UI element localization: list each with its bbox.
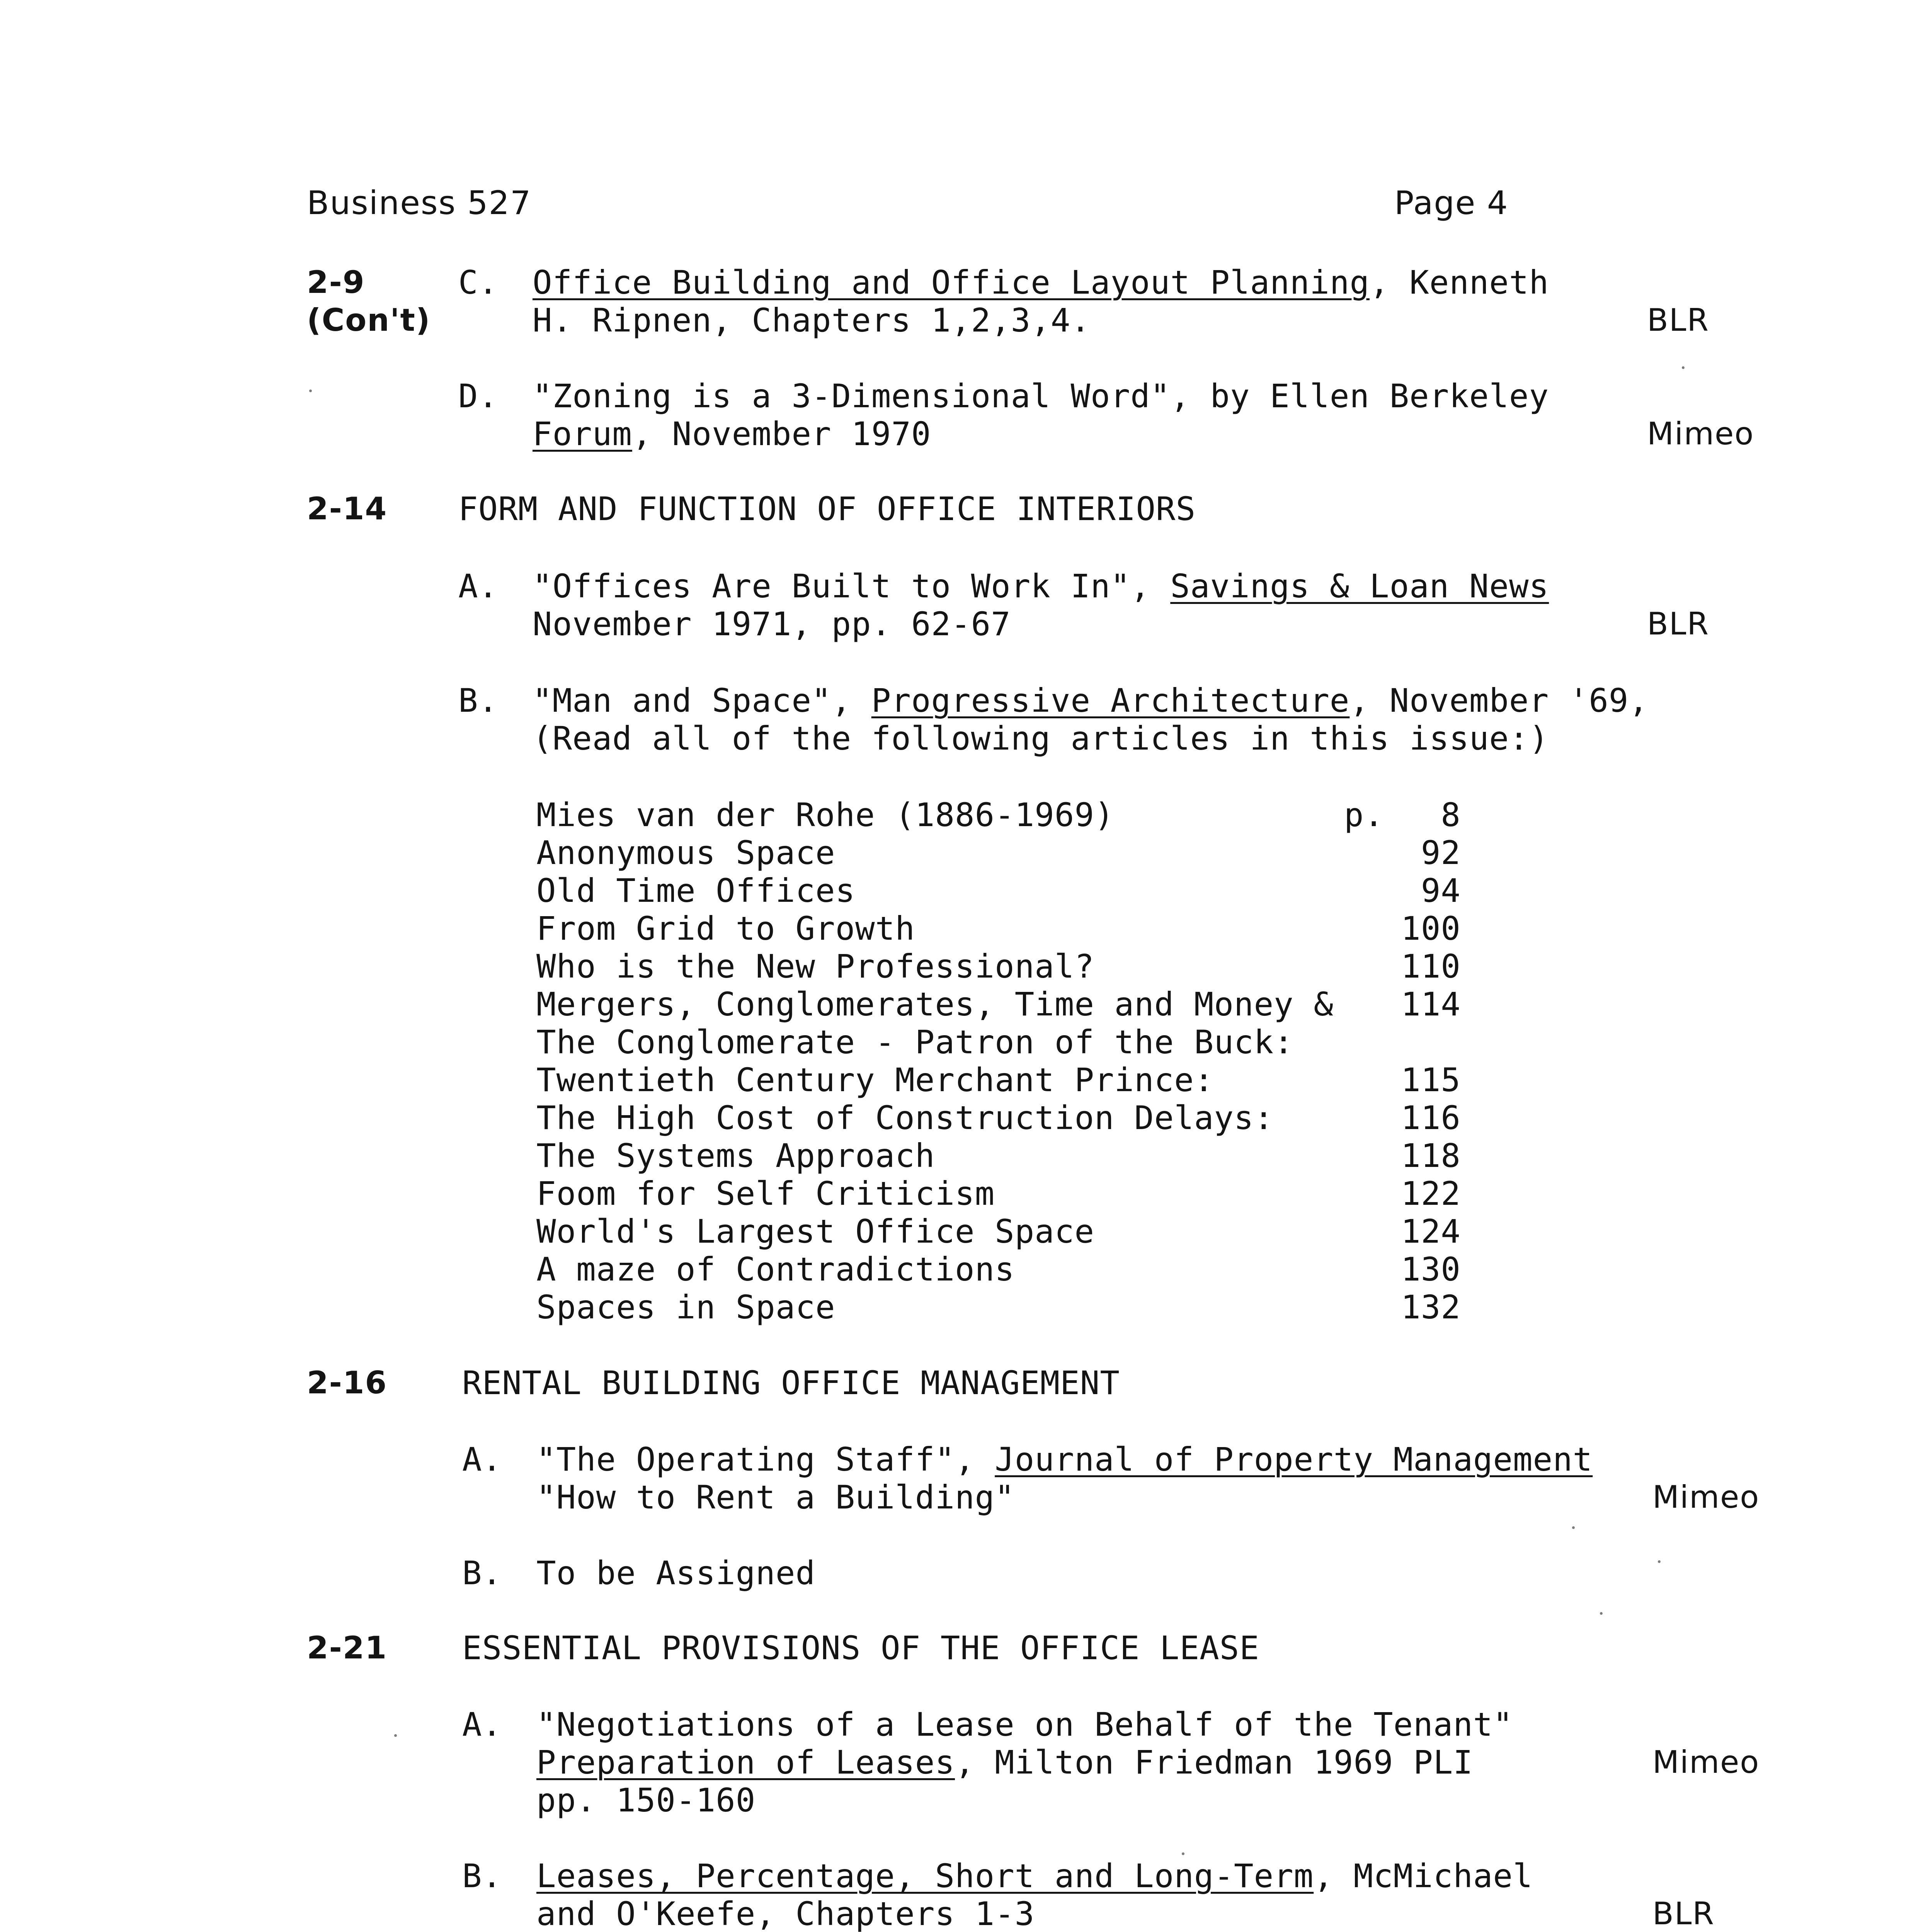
reading-entry: "Negotiations of a Lease on Behalf of the Tenant" [536,1706,1513,1743]
article-page: 115 [1401,1061,1461,1099]
reading-entry-line: Preparation of Leases, Milton Friedman 1969 PLI [536,1743,1473,1781]
session-date: 2-16 [307,1365,388,1401]
scan-speck [1182,1852,1184,1855]
scan-speck [1572,1526,1575,1529]
article-page: 114 [1401,985,1461,1023]
page-number: Page 4 [1394,184,1509,222]
source-label: Mimeo [1652,1479,1760,1515]
scan-speck [394,1734,397,1737]
source-label: BLR [1647,302,1710,338]
article-title: Spaces in Space [536,1288,835,1326]
reading-title: Forum [533,415,632,453]
article-title: The Systems Approach [536,1137,935,1175]
session-heading: RENTAL BUILDING OFFICE MANAGEMENT [462,1364,1120,1402]
article-title: Anonymous Space [536,834,835,872]
article-page: 116 [1401,1099,1461,1137]
article-title: Old Time Offices [536,872,856,910]
article-title: From Grid to Growth [536,910,915,947]
item-letter: A. [462,1706,502,1743]
scan-speck [1658,1560,1661,1563]
scan-speck [1682,366,1685,369]
article-page: 100 [1401,910,1461,947]
reading-entry-line: (Read all of the following articles in this issue:) [533,719,1549,757]
session-heading: ESSENTIAL PROVISIONS OF THE OFFICE LEASE [462,1629,1259,1667]
scan-speck [1600,1612,1603,1615]
source-label: Mimeo [1652,1744,1760,1780]
article-page: 8 [1441,796,1461,834]
item-letter: A. [462,1440,502,1478]
reading-entry: Office Building and Office Layout Planning, Kenneth [533,264,1549,301]
article-page: 118 [1401,1137,1461,1175]
article-page: 132 [1401,1288,1461,1326]
article-page: 122 [1401,1175,1461,1213]
item-letter: D. [458,377,499,415]
reading-entry: "Man and Space", Progressive Architecture, November '69, [533,682,1649,719]
reading-title: Preparation of Leases [536,1743,955,1781]
article-title: Mies van der Rohe (1886-1969) [536,796,1115,834]
reading-entry: "Offices Are Built to Work In", Savings & Loan News [533,567,1549,605]
article-title: Mergers, Conglomerates, Time and Money & [536,985,1334,1023]
reading-entry-line: and O'Keefe, Chapters 1-3 [536,1895,1035,1932]
scan-speck [309,389,312,392]
item-letter: B. [462,1857,502,1895]
session-date: 2-14 [307,491,388,527]
reading-title: Leases, Percentage, Short and Long-Term [536,1857,1314,1895]
reading-entry-line: Forum, November 1970 [533,415,931,453]
item-letter: A. [458,567,499,605]
session-heading: FORM AND FUNCTION OF OFFICE INTERIORS [458,490,1196,528]
reading-entry-line: November 1971, pp. 62-67 [533,605,1011,643]
reading-entry-line: H. Ripnen, Chapters 1,2,3,4. [533,301,1091,339]
reading-entry-line: pp. 150-160 [536,1781,756,1819]
reading-entry: Leases, Percentage, Short and Long-Term, McMichael [536,1857,1533,1895]
article-page: 92 [1421,834,1461,872]
article-title: Who is the New Professional? [536,947,1095,985]
article-title: A maze of Contradictions [536,1250,1015,1288]
source-label: BLR [1647,606,1710,642]
article-page: 130 [1401,1250,1461,1288]
reading-title: Progressive Architecture [871,682,1350,719]
article-title: Foom for Self Criticism [536,1175,995,1213]
reading-title: Journal of Property Management [995,1440,1593,1478]
article-page: 124 [1401,1213,1461,1250]
source-label: BLR [1652,1896,1715,1932]
reading-entry: To be Assigned [536,1554,816,1592]
article-title: World's Largest Office Space [536,1213,1095,1250]
article-title: Twentieth Century Merchant Prince: [536,1061,1214,1099]
course-title: Business 527 [307,184,532,222]
reading-entry: "Zoning is a 3-Dimensional Word", by Ellen Berkeley [533,377,1549,415]
article-page: 110 [1401,947,1461,985]
article-title: The Conglomerate - Patron of the Buck: [536,1023,1294,1061]
item-letter: B. [462,1554,502,1592]
session-date-continued: (Con't) [307,302,431,338]
item-letter: C. [458,264,499,301]
article-page: 94 [1421,872,1461,910]
source-label: Mimeo [1647,416,1754,452]
article-page-prefix: p. [1344,796,1384,834]
reading-title: Office Building and Office Layout Planning [533,264,1370,301]
session-date: 2-9 [307,264,365,300]
item-letter: B. [458,682,499,719]
reading-title: Savings & Loan News [1170,567,1549,605]
reading-entry: "The Operating Staff", Journal of Property Management [536,1440,1593,1478]
reading-entry-line: "How to Rent a Building" [536,1478,1015,1516]
session-date: 2-21 [307,1630,388,1666]
article-title: The High Cost of Construction Delays: [536,1099,1274,1137]
